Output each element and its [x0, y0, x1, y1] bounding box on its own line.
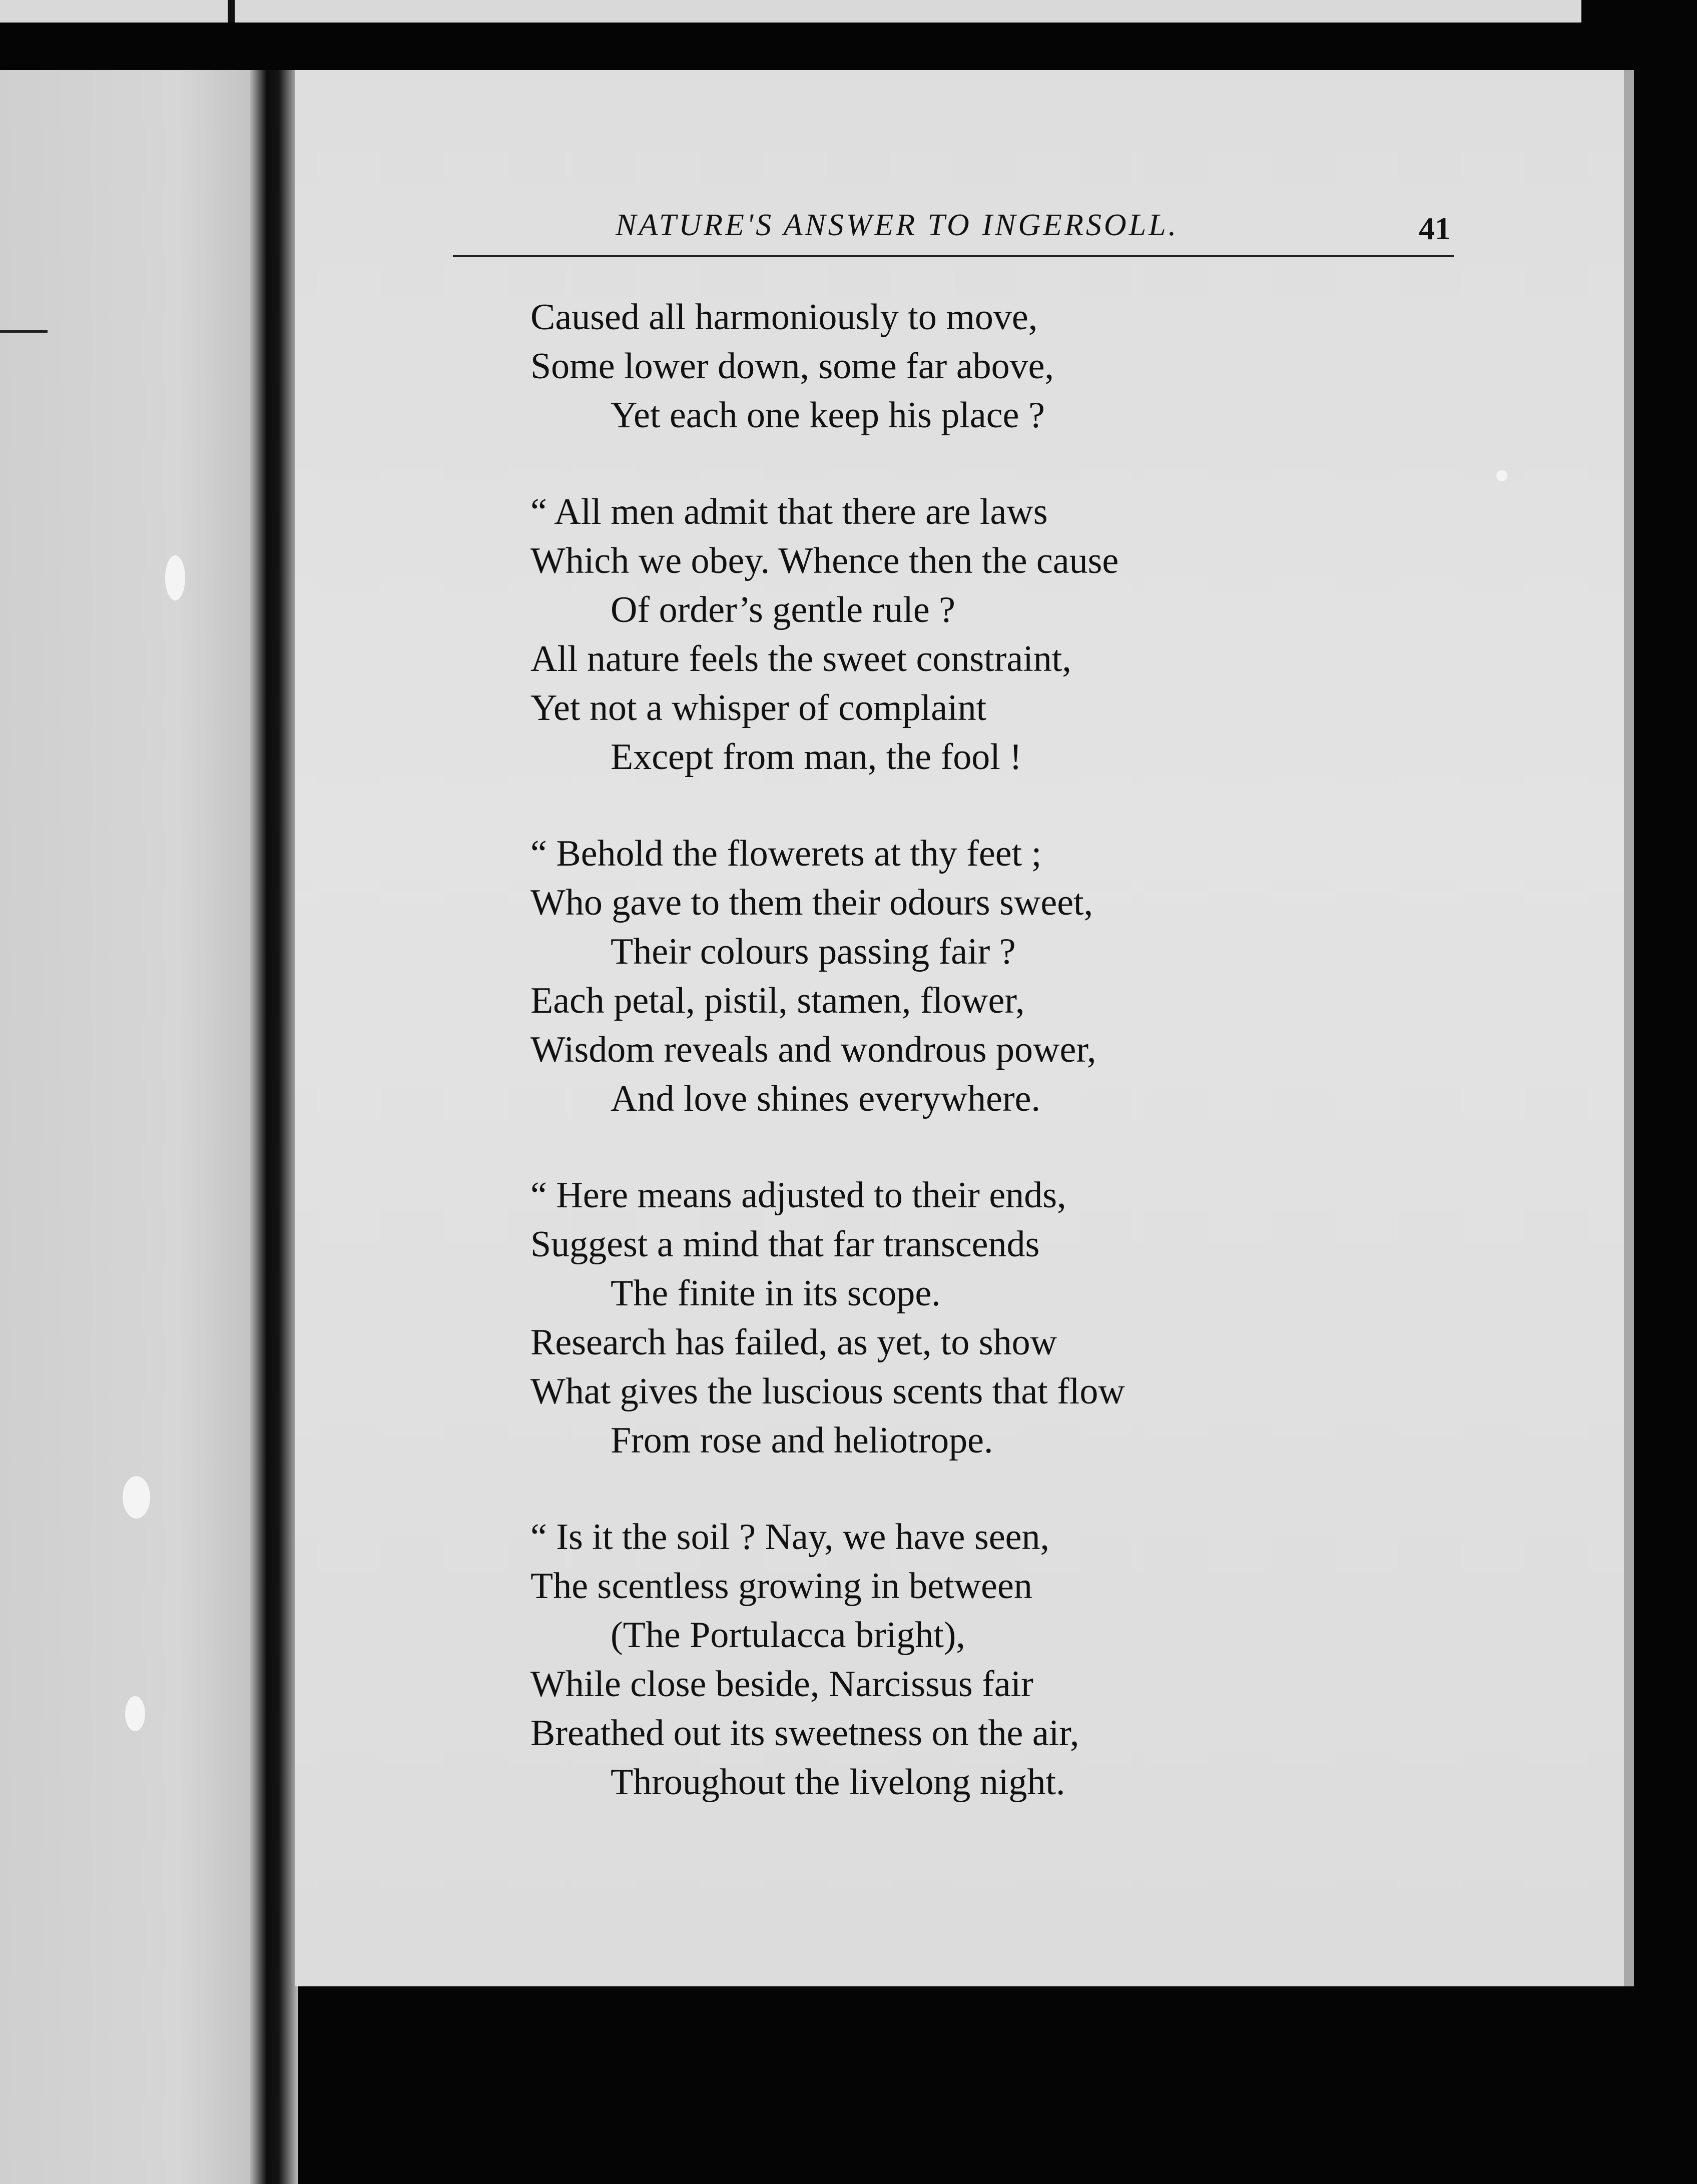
scan-speck [1496, 470, 1507, 481]
book-gutter [250, 70, 298, 2184]
poem-line: Who gave to them their odours sweet, [530, 882, 1093, 923]
stanza [530, 1171, 1381, 1465]
scan-speck [123, 1476, 150, 1519]
right-page-edge [1624, 70, 1634, 1986]
poem-line-indented: And love shines everywhere. [611, 1078, 1040, 1119]
stanza [530, 293, 1381, 440]
poem-line-indented: Yet each one keep his place ? [611, 395, 1045, 436]
poem-line: While close beside, Narcissus fair [530, 1664, 1033, 1705]
scan-speck [165, 555, 185, 600]
poem-line-indented: Their colours passing fair ? [611, 931, 1016, 972]
left-page [0, 70, 255, 2184]
left-page-rule [0, 330, 48, 333]
poem-line: “ Here means adjusted to their ends, [530, 1175, 1066, 1216]
poem-line: Suggest a mind that far transcends [530, 1224, 1040, 1265]
running-head: NATURE'S ANSWER TO INGERSOLL. [616, 208, 1179, 242]
header-rule [453, 255, 1454, 257]
poem-body [530, 293, 1381, 1854]
poem-line-indented: Except from man, the fool ! [611, 737, 1022, 778]
poem-line: “ Behold the flowerets at thy feet ; [530, 833, 1042, 874]
poem-line-indented: (The Portulacca bright), [611, 1615, 965, 1656]
poem-line: “ All men admit that there are laws [530, 491, 1048, 532]
poem-line: Yet not a whisper of complaint [530, 687, 987, 729]
poem-line: Breathed out its sweetness on the air, [530, 1713, 1079, 1754]
scan-speck [125, 1696, 145, 1731]
poem-line-indented: The finite in its scope. [611, 1273, 941, 1314]
frame-mark [228, 0, 235, 23]
poem-line: All nature feels the sweet constraint, [530, 638, 1071, 679]
poem-line: “ Is it the soil ? Nay, we have seen, [530, 1517, 1050, 1558]
page-number: 41 [1419, 211, 1451, 246]
poem-line: Research has failed, as yet, to show [530, 1322, 1057, 1363]
poem-line: The scentless growing in between [530, 1566, 1032, 1607]
stanza [530, 1513, 1381, 1807]
poem-line: Wisdom reveals and wondrous power, [530, 1029, 1096, 1070]
stanza [530, 487, 1381, 782]
poem-line-indented: Throughout the livelong night. [611, 1762, 1065, 1803]
poem-line: Each petal, pistil, stamen, flower, [530, 980, 1025, 1021]
poem-line-indented: From rose and heliotrope. [611, 1420, 993, 1461]
previous-frame-edge [0, 0, 1581, 23]
stanza [530, 829, 1381, 1123]
poem-line: What gives the luscious scents that flow [530, 1371, 1125, 1412]
poem-line: Which we obey. Whence then the cause [530, 540, 1119, 581]
poem-line-indented: Of order’s gentle rule ? [611, 589, 956, 630]
poem-line: Some lower down, some far above, [530, 346, 1054, 387]
poem-line: Caused all harmoniously to move, [530, 297, 1038, 338]
